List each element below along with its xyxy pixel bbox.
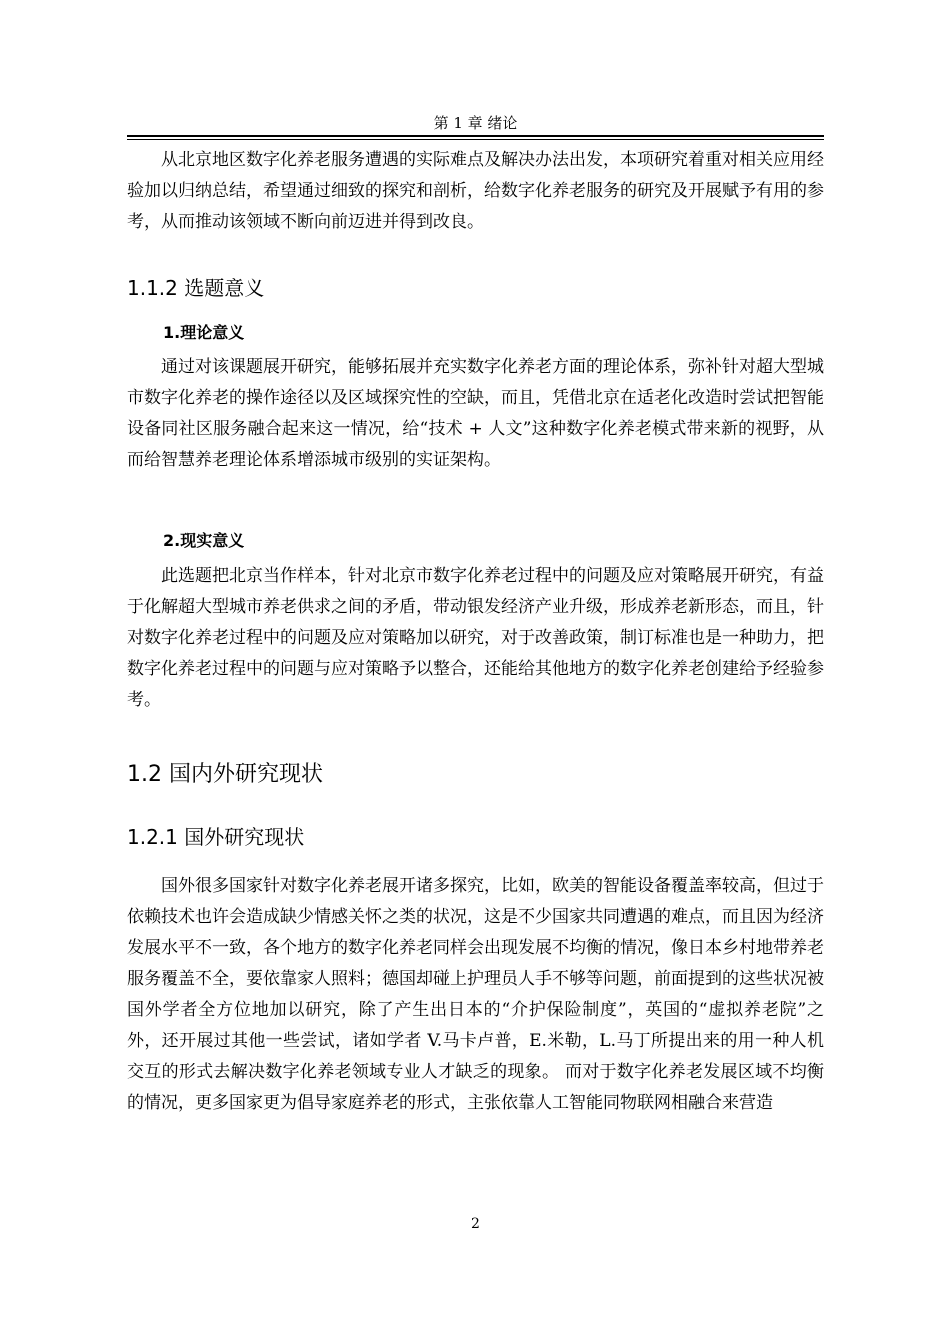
subsection-heading-practice: 2.现实意义 [163,531,245,550]
foreign-research-paragraph: 国外很多国家针对数字化养老展开诸多探究，比如，欧美的智能设备覆盖率较高，但过于依赖技术也许会造成缺少情感关怀之类的状况，这是不少国家共同遭遇的难点，而且因为经济发展水平不一致，各个地方的数字化养老同样会出现发展不均衡的情况，像日本乡村地带养老服务覆盖不全，要依靠家人照料；德国却碰上护理员人手不够等问题，前面提到的这些状况被国外学者全方位地加以研究，除了产生出日本的“介护保险制度”，英国的“虚拟养老院”之外，还开展过其他一些尝试，诸如学者 V.马卡卢普，E.米勒，L.马丁所提出来的用一种人机交互的形式去解决数字化养老领域专业人才缺乏的现象。 而对于数字化养老发展区域不均衡的情况，更多国家更为倡导家庭养老的形式，主张依靠人工智能同物联网相融合来营造 [127,876,824,1113]
header-rule-thin [127,139,824,140]
practice-paragraph: 此选题把北京当作样本，针对北京市数字化养老过程中的问题及应对策略展开研究，有益于化解超大型城市养老供求之间的矛盾，带动银发经济产业升级，形成养老新形态，而且，针对数字化养老过程中的问题及应对策略加以研究，对于改善政策，制订标准也是一种助力，把数字化养老过程中的问题与应对策略予以整合，还能给其他地方的数字化养老创建给予经验参考。 [127,566,824,710]
section-heading-1-2: 1.2 国内外研究现状 [127,762,323,787]
running-header-chapter-title: 第 1 章 绪论 [433,114,518,132]
section-heading-1-1-2: 1.1.2 选题意义 [127,276,265,300]
page-number: 2 [471,1216,480,1232]
section-heading-1-2-1: 1.2.1 国外研究现状 [127,825,305,849]
subsection-heading-theory: 1.理论意义 [163,323,245,342]
theory-paragraph: 通过对该课题展开研究，能够拓展并充实数字化养老方面的理论体系，弥补针对超大型城市数字化养老的操作途径以及区域探究性的空缺，而且，凭借北京在适老化改造时尝试把智能设备同社区服务融合起来这一情况，给“技术 + 人文”这种数字化养老模式带来新的视野，从而给智慧养老理论体系增添城市级别的实证架构。 [127,357,824,470]
intro-paragraph: 从北京地区数字化养老服务遭遇的实际难点及解决办法出发，本项研究着重对相关应用经验加以归纳总结，希望通过细致的探究和剖析，给数字化养老服务的研究及开展赋予有用的参考，从而推动该领域不断向前迈进并得到改良。 [127,150,824,232]
header-rule-thick [127,135,824,137]
